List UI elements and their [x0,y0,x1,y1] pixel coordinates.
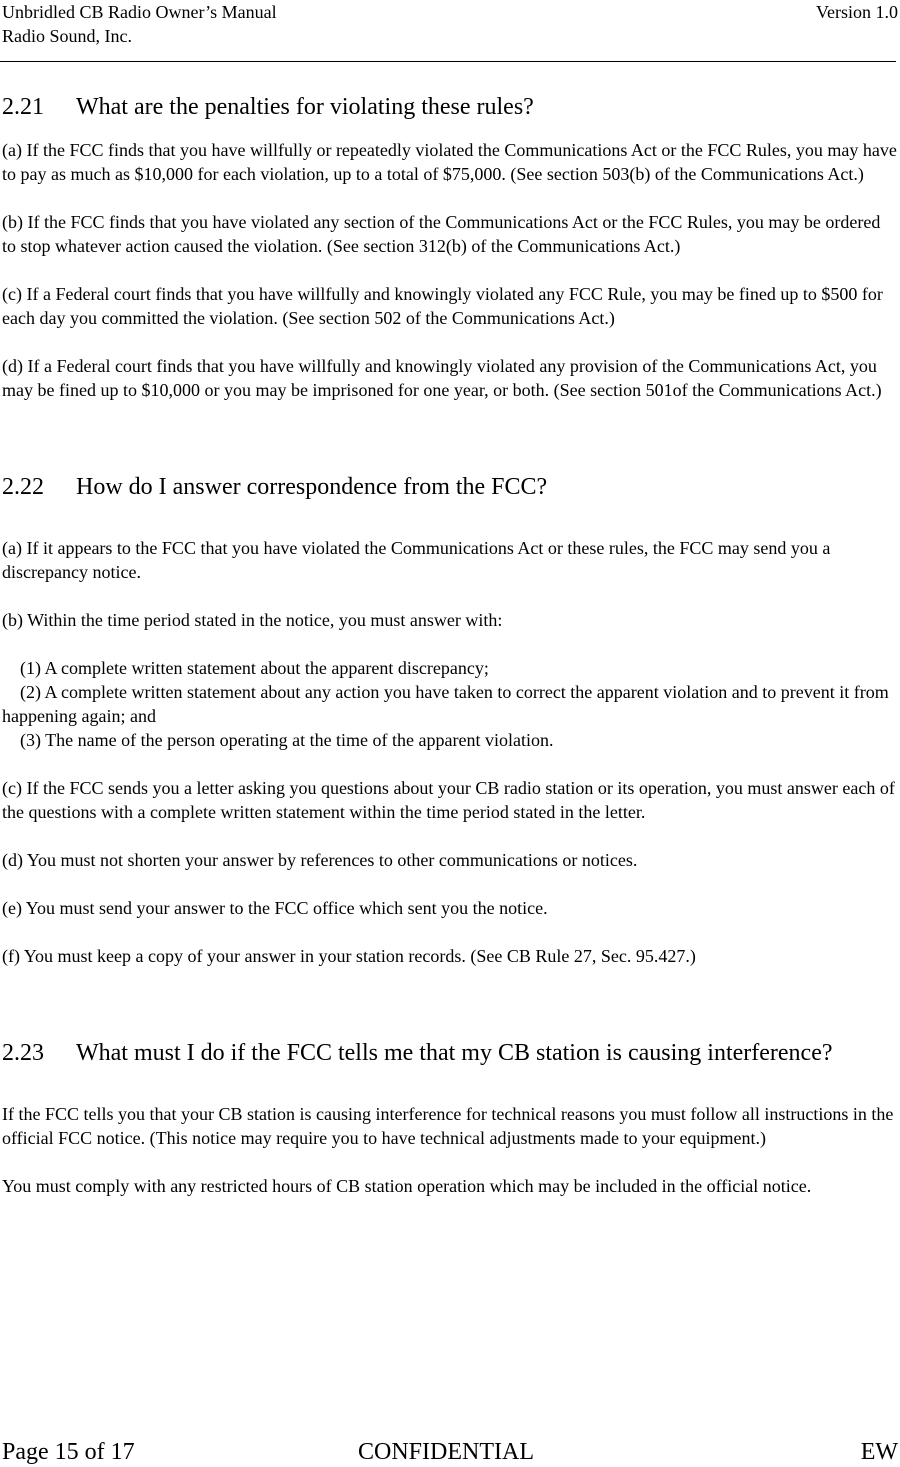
paragraph: (a) If the FCC finds that you have willfully or repeatedly violated the Communications Act or the FCC Rules, you may have to pay as much as $10,000 for each violation, up to a total of $75,000. (See section 503(b) of the Communications Act.) [2,140,897,184]
version-label: Version 1.0 [816,2,898,22]
section-title: How do I answer correspondence from the FCC? [76,474,548,500]
paragraph: If the FCC tells you that your CB station is causing interference for technical reasons you must follow all instructions in the official FCC notice. (This notice may require you to have technical adjustments made to your equipment.) [2,1104,894,1148]
page-number: Page 15 of 17 [2,1439,135,1465]
section-title: What are the penalties for violating these rules? [76,94,534,120]
paragraph: (b) Within the time period stated in the notice, you must answer with: [2,610,503,630]
paragraph: (c) If the FCC sends you a letter asking you questions about your CB radio station or its operation, you must answer each of the questions with a complete written statement within the time period stated in the letter. [2,778,895,822]
list-item: (1) A complete written statement about the apparent discrepancy; [20,658,489,678]
list-item: (3) The name of the person operating at the time of the apparent violation. [20,730,554,750]
page-content [2,92,898,1198]
section-title: What must I do if the FCC tells me that my CB station is causing interference? [76,1040,833,1066]
confidential-label: CONFIDENTIAL [358,1439,534,1465]
header-divider [0,61,896,62]
page-footer [2,1437,898,1467]
manual-title: Unbridled CB Radio Owner’s Manual [2,2,277,22]
paragraph: (d) If a Federal court finds that you have willfully and knowingly violated any provision of the Communications Act, you may be fined up to $10,000 or you may be imprisoned for one year, or both. (See section 501of the Communications Act.) [2,356,882,400]
section-number: 2.23 [2,1040,44,1066]
paragraph: (f) You must keep a copy of your answer in your station records. (See CB Rule 27, Sec. 95.427.) [2,946,696,966]
section-heading-2-21 [2,92,898,122]
section-heading-2-22 [2,472,898,502]
section-number: 2.22 [2,474,44,500]
paragraph: (d) You must not shorten your answer by references to other communications or notices. [2,850,638,870]
paragraph: (a) If it appears to the FCC that you have violated the Communications Act or these rules, the FCC may send you a discrepancy notice. [2,538,831,582]
paragraph: (e) You must send your answer to the FCC office which sent you the notice. [2,898,548,918]
company-name: Radio Sound, Inc. [2,26,132,46]
page-header [2,0,898,48]
paragraph: You must comply with any restricted hours of CB station operation which may be included in the official notice. [2,1176,812,1196]
section-number: 2.21 [2,94,44,120]
author-initials: EW [860,1439,898,1465]
paragraph: (b) If the FCC finds that you have violated any section of the Communications Act or the FCC Rules, you may be ordered to stop whatever action caused the violation. (See section 312(b) of the Communications Act.) [2,212,881,256]
section-heading-2-23 [2,1038,898,1068]
list-item: (2) A complete written statement about any action you have taken to correct the apparent violation and to prevent it from happening again; and [2,682,889,726]
paragraph: (c) If a Federal court finds that you have willfully and knowingly violated any FCC Rule, you may be fined up to $500 for each day you committed the violation. (See section 502 of the Communications Act.) [2,284,883,328]
